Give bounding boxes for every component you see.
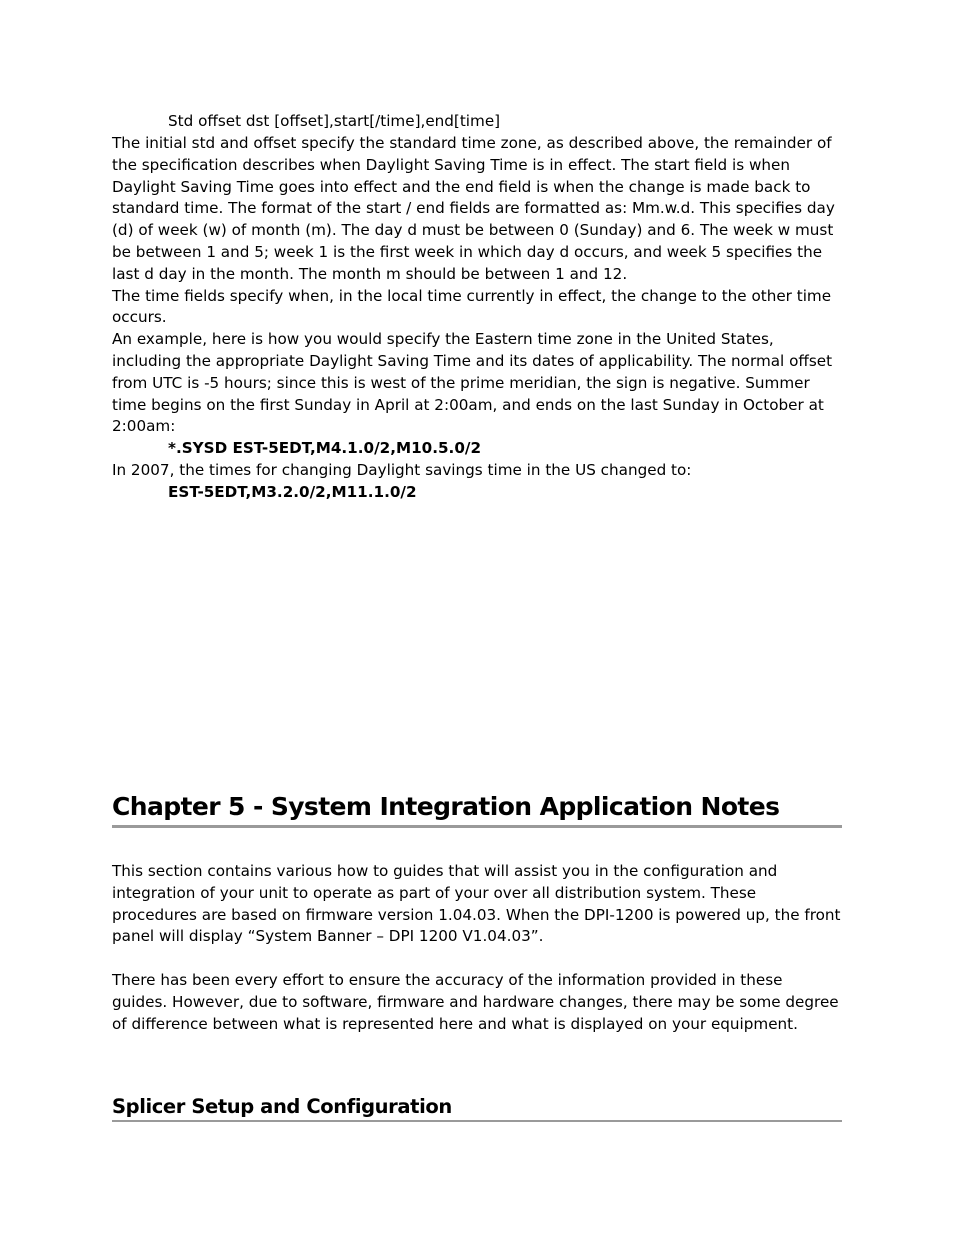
chapter-intro-paragraph: This section contains various how to guides that will assist you in the configuration and integration of your unit to operate as part of your over all distribution system. These procedures are based on firmware version 1.04.03. When the DPI-1200 is powered up, the front panel will display “System Banner – DPI 1200 V1.04.03”.	[112, 862, 841, 946]
dst-rules-paragraph: The initial std and offset specify the standard time zone, as described above, the remainder of the specification describes when Daylight Saving Time is in effect. The start field is when Daylight Saving Time goes into effect and the end field is when the change is made back to standard time. The format of the start / end fields are formatted as: Mm.w.d. This specifies day (d) of week (w) of month (m). The day d must be between 0 (Sunday) and 6. The week w must be between 1 and 5; week 1 is the first week in which day d occurs, and week 5 specifies the last d day in the month. The month m should be between 1 and 12.	[112, 134, 835, 283]
time-fields-paragraph: The time fields specify when, in the local time currently in effect, the change to the other time occurs.	[112, 286, 832, 327]
paragraph-spacer	[112, 948, 842, 970]
accuracy-disclaimer-paragraph: There has been every effort to ensure the accuracy of the information provided in these guides. However, due to software, firmware and hardware changes, there may be some degree of difference between what is represented here and what is displayed on your equipment.	[112, 970, 839, 1033]
eastern-example-paragraph: An example, here is how you would specify the Eastern time zone in the United States, including the appropriate Daylight Saving Time and its dates of applicability. The normal offset from UTC is -5 hours; since this is west of the prime meridian, the sign is negative. Summer time begins on the first Sunday in April at 2:00am, and ends on the last Sunday in October at 2:00am:	[112, 330, 833, 436]
chapter-intro	[112, 861, 842, 1035]
example-command-1: *.SYSD EST-5EDT,M4.1.0/2,M10.5.0/2	[168, 439, 482, 458]
chapter-title: Chapter 5 - System Integration Application Notes	[112, 790, 842, 828]
tz-description	[112, 133, 842, 504]
tz-syntax-line: Std offset dst [offset],start[/time],end[time]	[168, 112, 501, 130]
section-title: Splicer Setup and Configuration	[112, 1094, 842, 1122]
2007-change-paragraph: In 2007, the times for changing Daylight savings time in the US changed to:	[112, 460, 692, 479]
example-command-2: EST-5EDT,M3.2.0/2,M11.1.0/2	[168, 482, 417, 501]
